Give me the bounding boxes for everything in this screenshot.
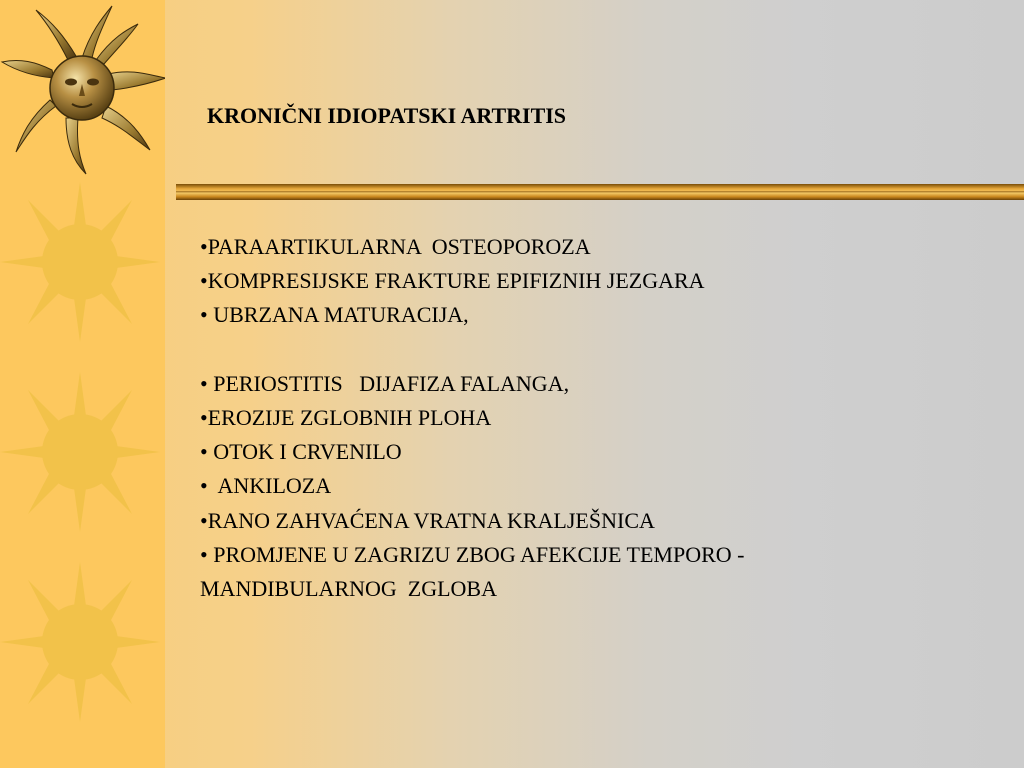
bullet-list	[200, 230, 1000, 606]
bullet-item: •PARAARTIKULARNA OSTEOPOROZA	[200, 234, 591, 259]
title-divider	[176, 182, 1024, 202]
bullet-item: • OTOK I CRVENILO	[200, 439, 402, 465]
bullet-item: • PROMJENE U ZAGRIZU ZBOG AFEKCIJE TEMPORO -	[200, 541, 745, 567]
bullet-item: • PERIOSTITIS DIJAFIZA FALANGA,	[200, 370, 570, 396]
sun-icon	[0, 182, 160, 342]
sun-icon	[0, 372, 160, 532]
slide-title: KRONIČNI IDIOPATSKI ARTRITIS	[207, 103, 567, 128]
left-decorative-band	[0, 0, 165, 768]
bullet-item: •KOMPRESIJSKE FRAKTURE EPIFIZNIH JEZGARA	[200, 268, 705, 294]
bullet-item: MANDIBULARNOG ZGLOBA	[200, 575, 497, 601]
metal-sun-face-icon	[2, 6, 165, 174]
sun-icon	[0, 562, 160, 722]
bullet-spacer	[200, 333, 1000, 367]
sun-column	[0, 0, 165, 768]
bullet-item: • ANKILOZA	[200, 473, 332, 499]
bullet-item: •RANO ZAHVAĆENA VRATNA KRALJEŠNICA	[200, 507, 655, 533]
bullet-item: • UBRZANA MATURACIJA,	[200, 302, 469, 328]
bullet-item: •EROZIJE ZGLOBNIH PLOHA	[200, 404, 492, 430]
